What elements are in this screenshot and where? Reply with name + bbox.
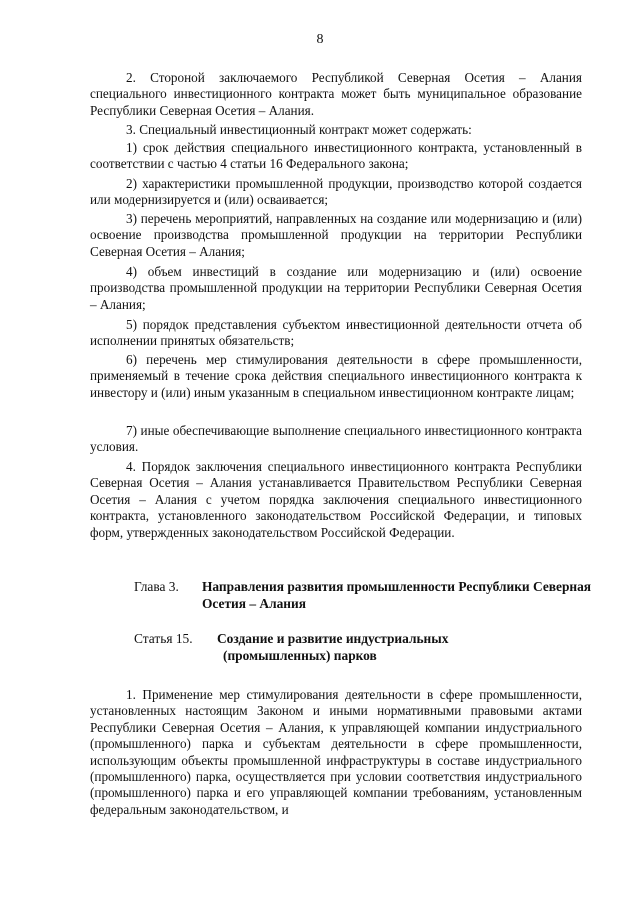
paragraph: 3. Специальный инвестиционный контракт может содержать: bbox=[126, 122, 472, 137]
paragraph: 7) иные обеспечивающие выполнение специального инвестиционного контракта условия. bbox=[90, 423, 582, 455]
paragraph: 3) перечень мероприятий, направленных на создание или модернизацию и (или) освоение производства промышленной продукции на территории Республики Северная Осетия – Алания; bbox=[90, 211, 582, 259]
article-label: Статья 15. bbox=[134, 631, 193, 646]
chapter-title: Направления развития промышленности Республики Северная Осетия – Алания bbox=[202, 579, 592, 611]
article-title-line: (промышленных) парков bbox=[223, 648, 377, 663]
chapter-label: Глава 3. bbox=[134, 579, 179, 594]
article-paragraph: 1. Применение мер стимулирования деятельности в сфере промышленности, установленных настоящим Законом и иными нормативными правовыми актами Республики Северная Осетия – Алания, к управляющей компании индустриального (промышленного) парка и субъектам деятельности в сфере промышленности, использующим объекты промышленной инфраструктуры в составе индустриального (промышленного) парка, осуществляется при условии соответствия индустриального (промышленного) парка и его управляющей компании требованиям, установленным федеральным законодательством, и bbox=[90, 687, 582, 817]
paragraph: 5) порядок представления субъектом инвестиционной деятельности отчета об исполнении принятых обязательств; bbox=[90, 317, 582, 349]
article-title-line: Создание и развитие индустриальных bbox=[217, 631, 449, 646]
page-number: 8 bbox=[316, 32, 324, 47]
paragraph: 4) объем инвестиций в создание или модернизацию и (или) освоение производства промышленной продукции на территории Республики Северная Осетия – Алания; bbox=[90, 264, 582, 312]
paragraph: 4. Порядок заключения специального инвестиционного контракта Республики Северная Осетия – Алания устанавливается Правительством Республики Северная Осетия – Алания с учетом порядка заключения специального инвестиционного контракта, установленного законодательством Российской Федерации, и типовых форм, утвержденных законодательством Российской Федерации. bbox=[90, 459, 582, 540]
paragraph: 2) характеристики промышленной продукции, производство которой создается или модернизируется и (или) осваивается; bbox=[90, 176, 582, 208]
paragraph: 2. Стороной заключаемого Республикой Северная Осетия – Алания специального инвестиционного контракта может быть муниципальное образование Республики Северная Осетия – Алания. bbox=[90, 70, 582, 118]
paragraph: 1) срок действия специального инвестиционного контракта, установленный в соответствии с частью 4 статьи 16 Федерального закона; bbox=[90, 140, 582, 172]
paragraph: 6) перечень мер стимулирования деятельности в сфере промышленности, применяемый в течение срока действия специального инвестиционного контракта к инвестору и (или) иным указанным в специальном инвестиционном контракте лицам; bbox=[90, 352, 582, 400]
article-title bbox=[217, 630, 577, 664]
